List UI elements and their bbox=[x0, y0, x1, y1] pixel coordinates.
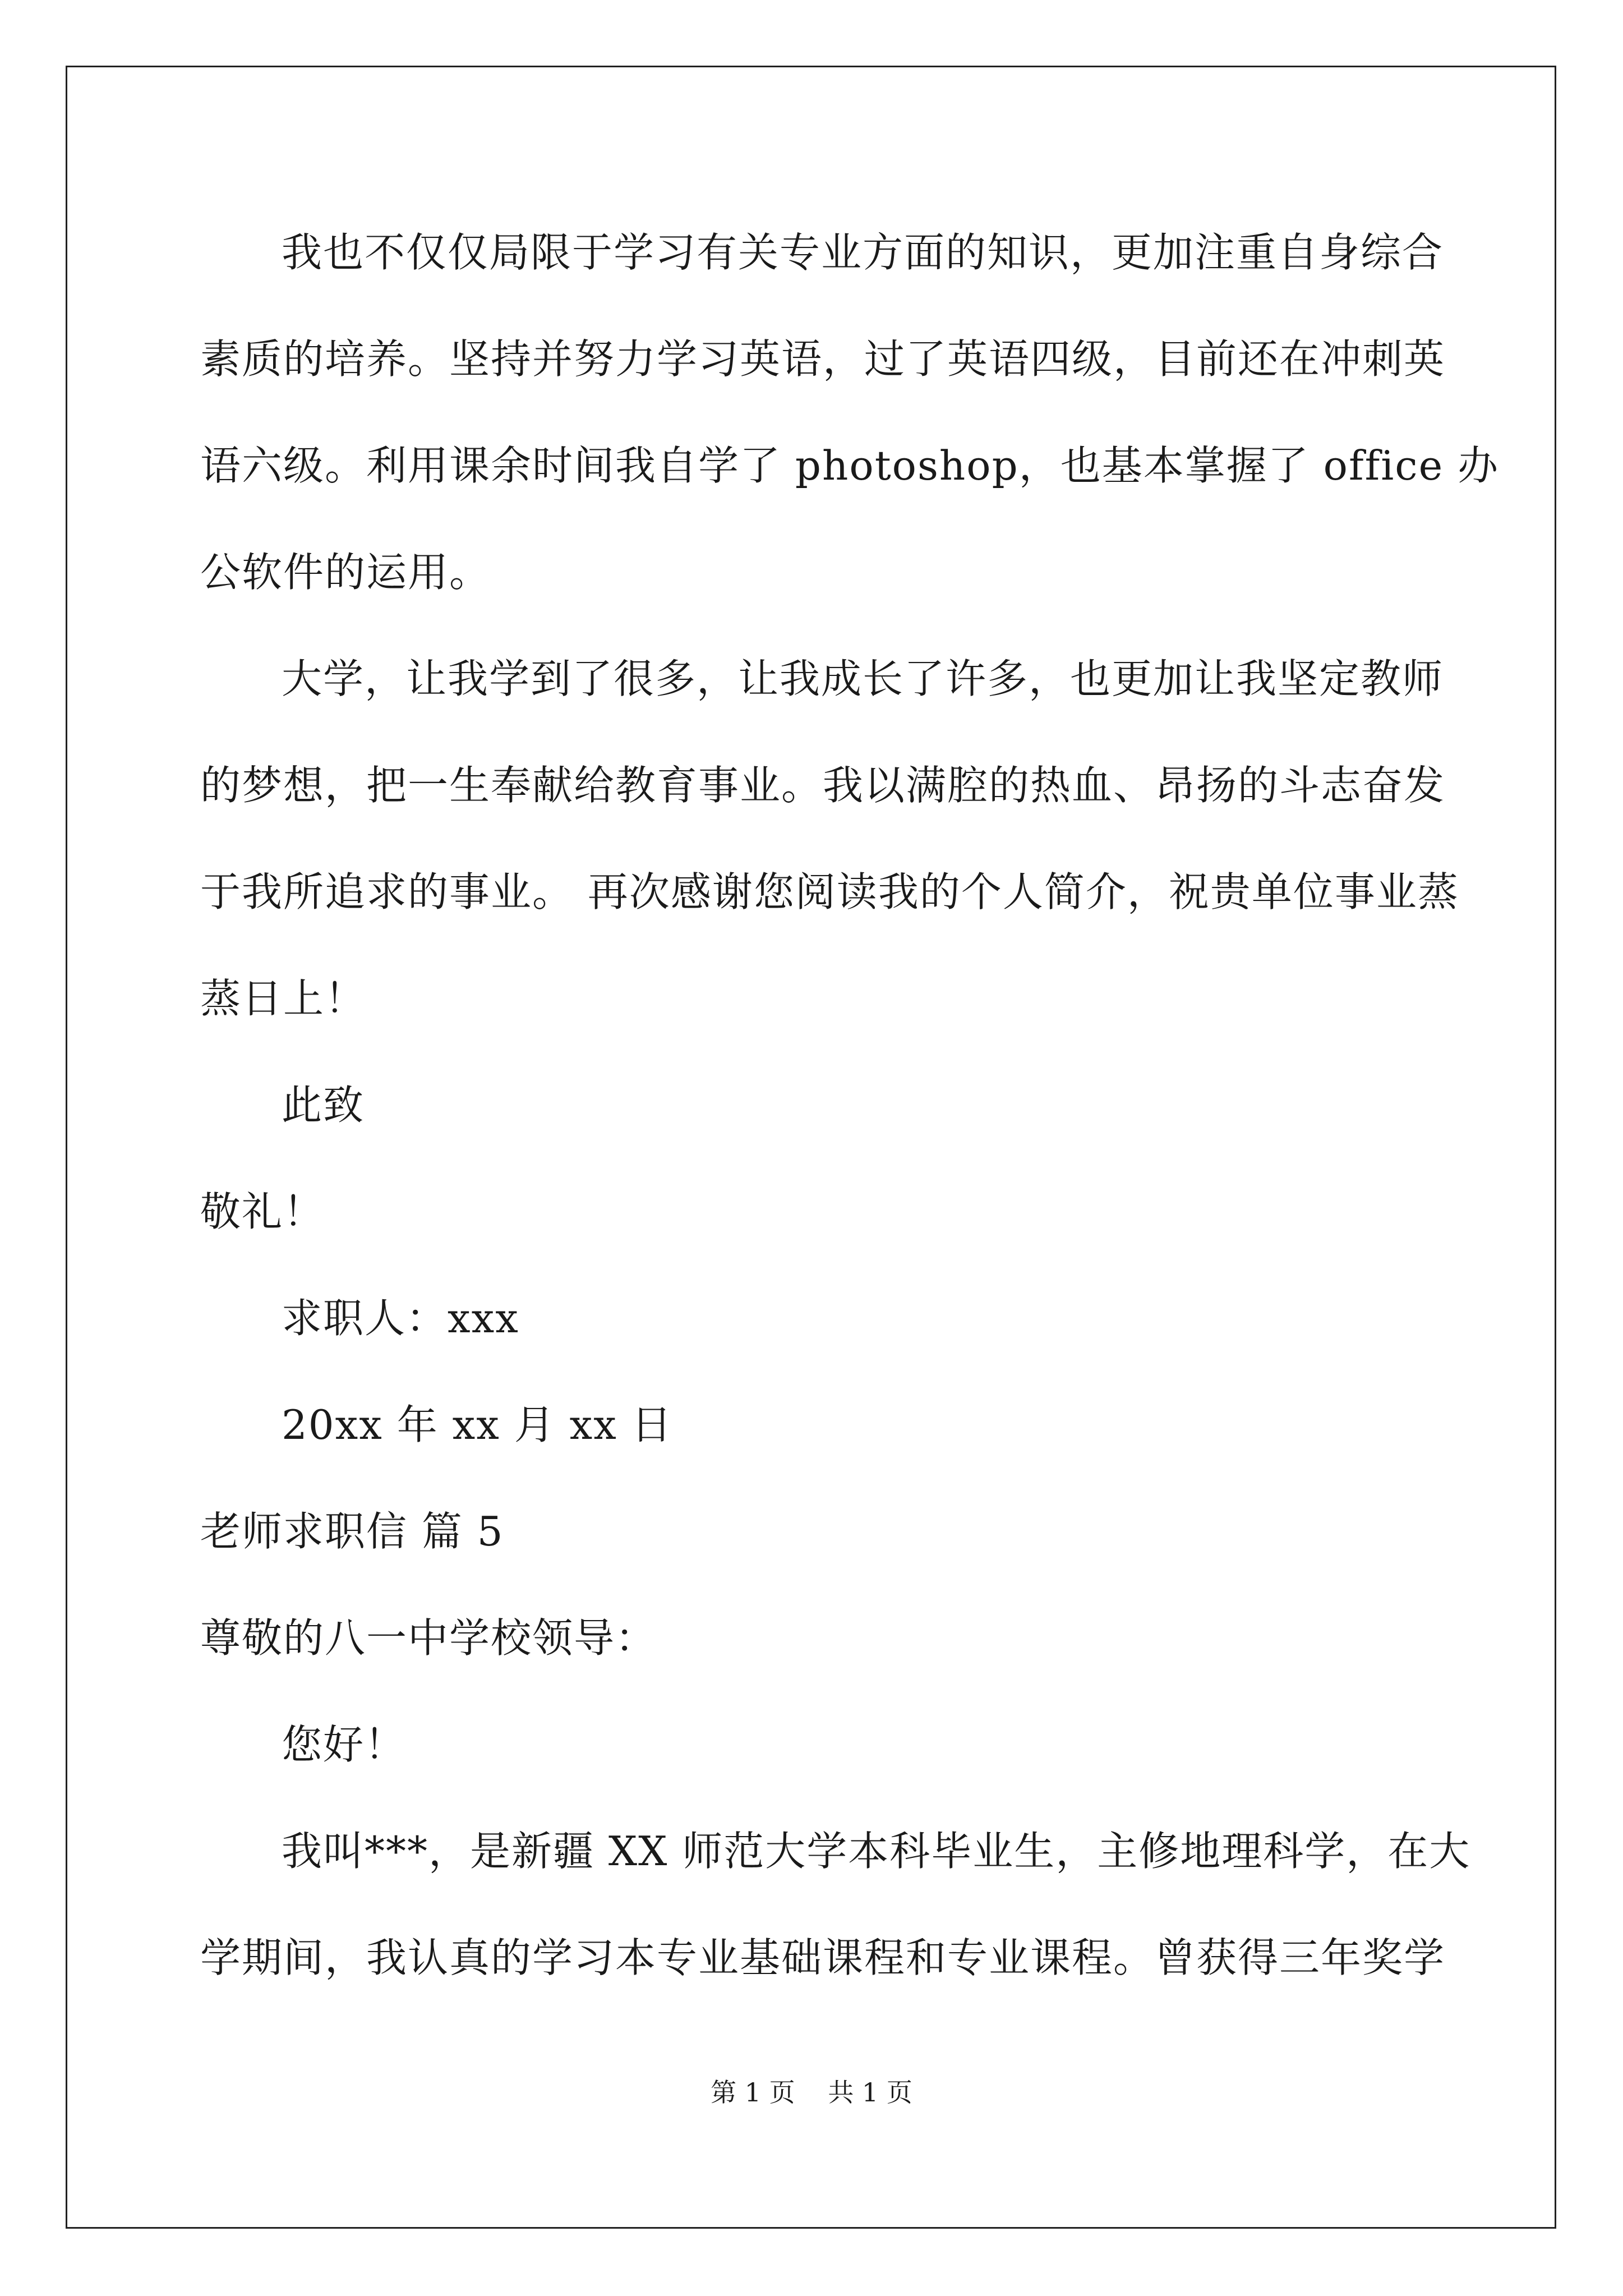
applicant-signature: 求职人：xxx bbox=[282, 1295, 519, 1342]
paragraph-1-line-1: 我也不仅仅局限于学习有关专业方面的知识，更加注重自身综合 bbox=[282, 229, 1444, 276]
paragraph-2-line-2: 的梦想，把一生奉献给教育事业。我以满腔的热血、昂扬的斗志奋发 bbox=[200, 762, 1446, 809]
letter-intro-line-2: 学期间，我认真的学习本专业基础课程和专业课程。曾获得三年奖学 bbox=[200, 1934, 1446, 1981]
paragraph-1-line-3: 语六级。利用课余时间我自学了 photoshop，也基本掌握了 office 办 bbox=[200, 442, 1500, 489]
page-footer bbox=[0, 2076, 1623, 2109]
page-number-current: 第 1 页 bbox=[711, 2077, 795, 2108]
paragraph-1-line-2: 素质的培养。坚持并努力学习英语，过了英语四级，目前还在冲刺英 bbox=[200, 335, 1446, 383]
closing-salutation: 此致 bbox=[282, 1082, 365, 1129]
page-border bbox=[66, 66, 1556, 2229]
letter-intro-line-1: 我叫***，是新疆 XX 师范大学本科毕业生，主修地理科学，在大 bbox=[282, 1828, 1471, 1875]
closing-respect: 敬礼！ bbox=[200, 1188, 325, 1235]
paragraph-2-line-1: 大学，让我学到了很多，让我成长了许多，也更加让我坚定教师 bbox=[282, 655, 1444, 702]
letter-addressee: 尊敬的八一中学校领导： bbox=[200, 1614, 657, 1662]
paragraph-2-line-4: 蒸日上！ bbox=[200, 975, 367, 1022]
section-heading: 老师求职信 篇 5 bbox=[200, 1508, 504, 1555]
letter-greeting: 您好！ bbox=[282, 1721, 407, 1768]
paragraph-2-line-3: 于我所追求的事业。 再次感谢您阅读我的个人简介，祝贵单位事业蒸 bbox=[200, 868, 1459, 915]
page-number-total: 共 1 页 bbox=[828, 2077, 912, 2108]
paragraph-1-line-4: 公软件的运用。 bbox=[200, 549, 491, 596]
letter-date: 20xx 年 xx 月 xx 日 bbox=[282, 1401, 673, 1448]
